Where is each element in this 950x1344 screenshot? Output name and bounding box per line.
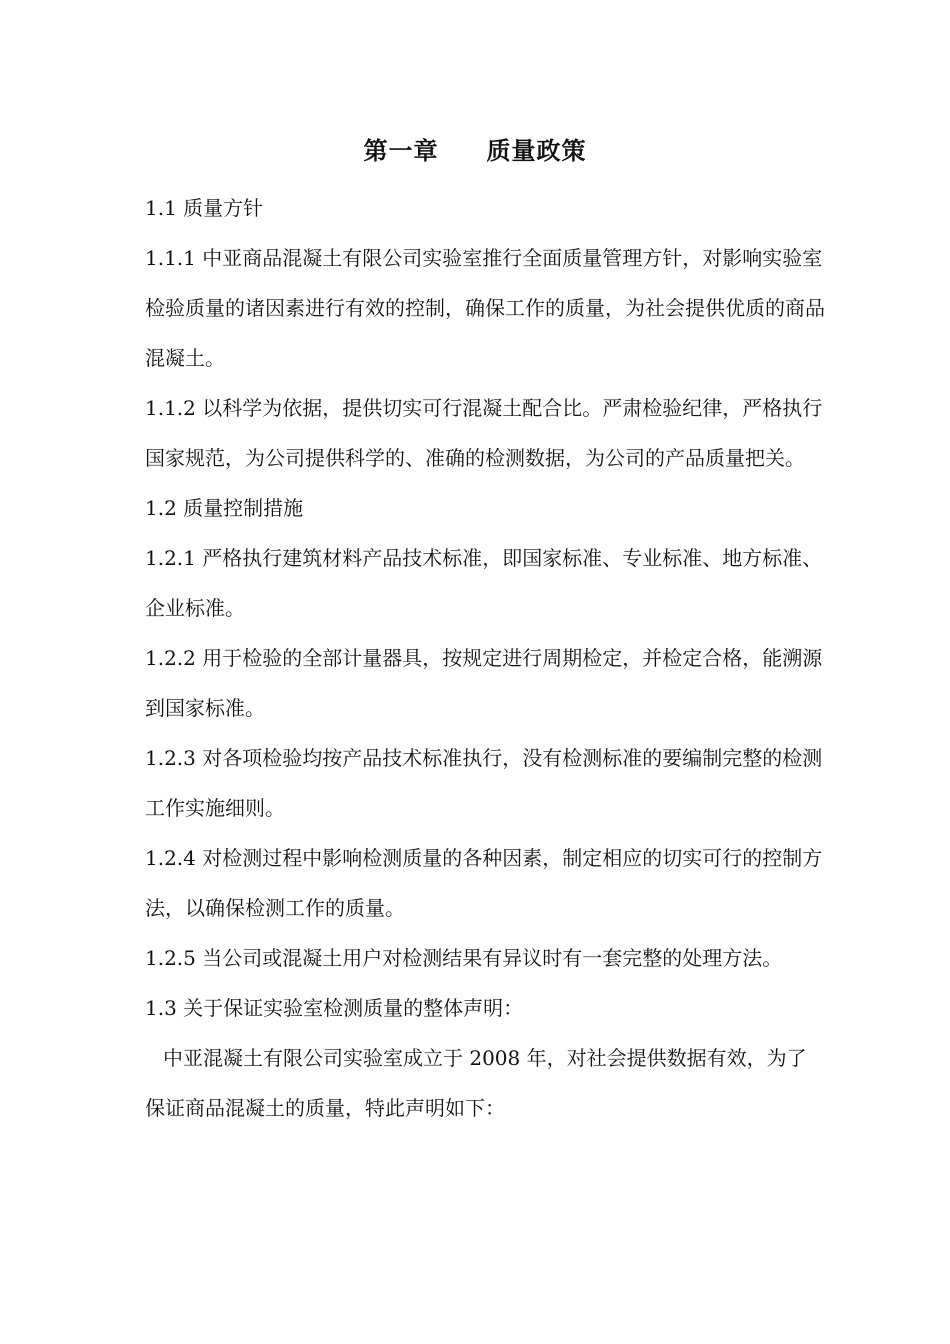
section-heading-1-1: 1.1 质量方针 <box>145 196 264 220</box>
paragraph-1-2-3: 1.2.3 对各项检验均按产品技术标准执行，没有检测标准的要编制完整的检测工作实施细则。 <box>145 746 823 820</box>
section-heading-1-3: 1.3 关于保证实验室检测质量的整体声明： <box>145 996 524 1020</box>
chapter-number: 第一章 <box>363 136 439 165</box>
paragraph-1-2-1: 1.2.1 严格执行建筑材料产品技术标准，即国家标准、专业标准、地方标准、企业标准。 <box>145 546 823 620</box>
paragraph-1-2-4: 1.2.4 对检测过程中影响检测质量的各种因素，制定相应的切实可行的控制方法，以确保检测工作的质量。 <box>145 846 823 920</box>
paragraph-1-1-2: 1.1.2 以科学为依据，提供切实可行混凝土配合比。严肃检验纪律，严格执行国家规范，为公司提供科学的、准确的检测数据，为公司的产品质量把关。 <box>145 396 823 470</box>
document-body <box>145 183 825 1133</box>
chapter-name: 质量政策 <box>486 136 587 165</box>
chapter-title <box>0 133 950 169</box>
section-heading-1-2: 1.2 质量控制措施 <box>145 496 304 520</box>
statement-paragraph: 中亚混凝土有限公司实验室成立于 2008 年，对社会提供数据有效，为了保证商品混凝土的质量，特此声明如下： <box>145 1046 807 1120</box>
paragraph-1-1-1: 1.1.1 中亚商品混凝土有限公司实验室推行全面质量管理方针，对影响实验室检验质量的诸因素进行有效的控制，确保工作的质量，为社会提供优质的商品混凝土。 <box>145 246 825 370</box>
paragraph-1-2-2: 1.2.2 用于检验的全部计量器具，按规定进行周期检定，并检定合格，能溯源到国家标准。 <box>145 646 823 720</box>
paragraph-1-2-5: 1.2.5 当公司或混凝土用户对检测结果有异议时有一套完整的处理方法。 <box>145 946 783 970</box>
